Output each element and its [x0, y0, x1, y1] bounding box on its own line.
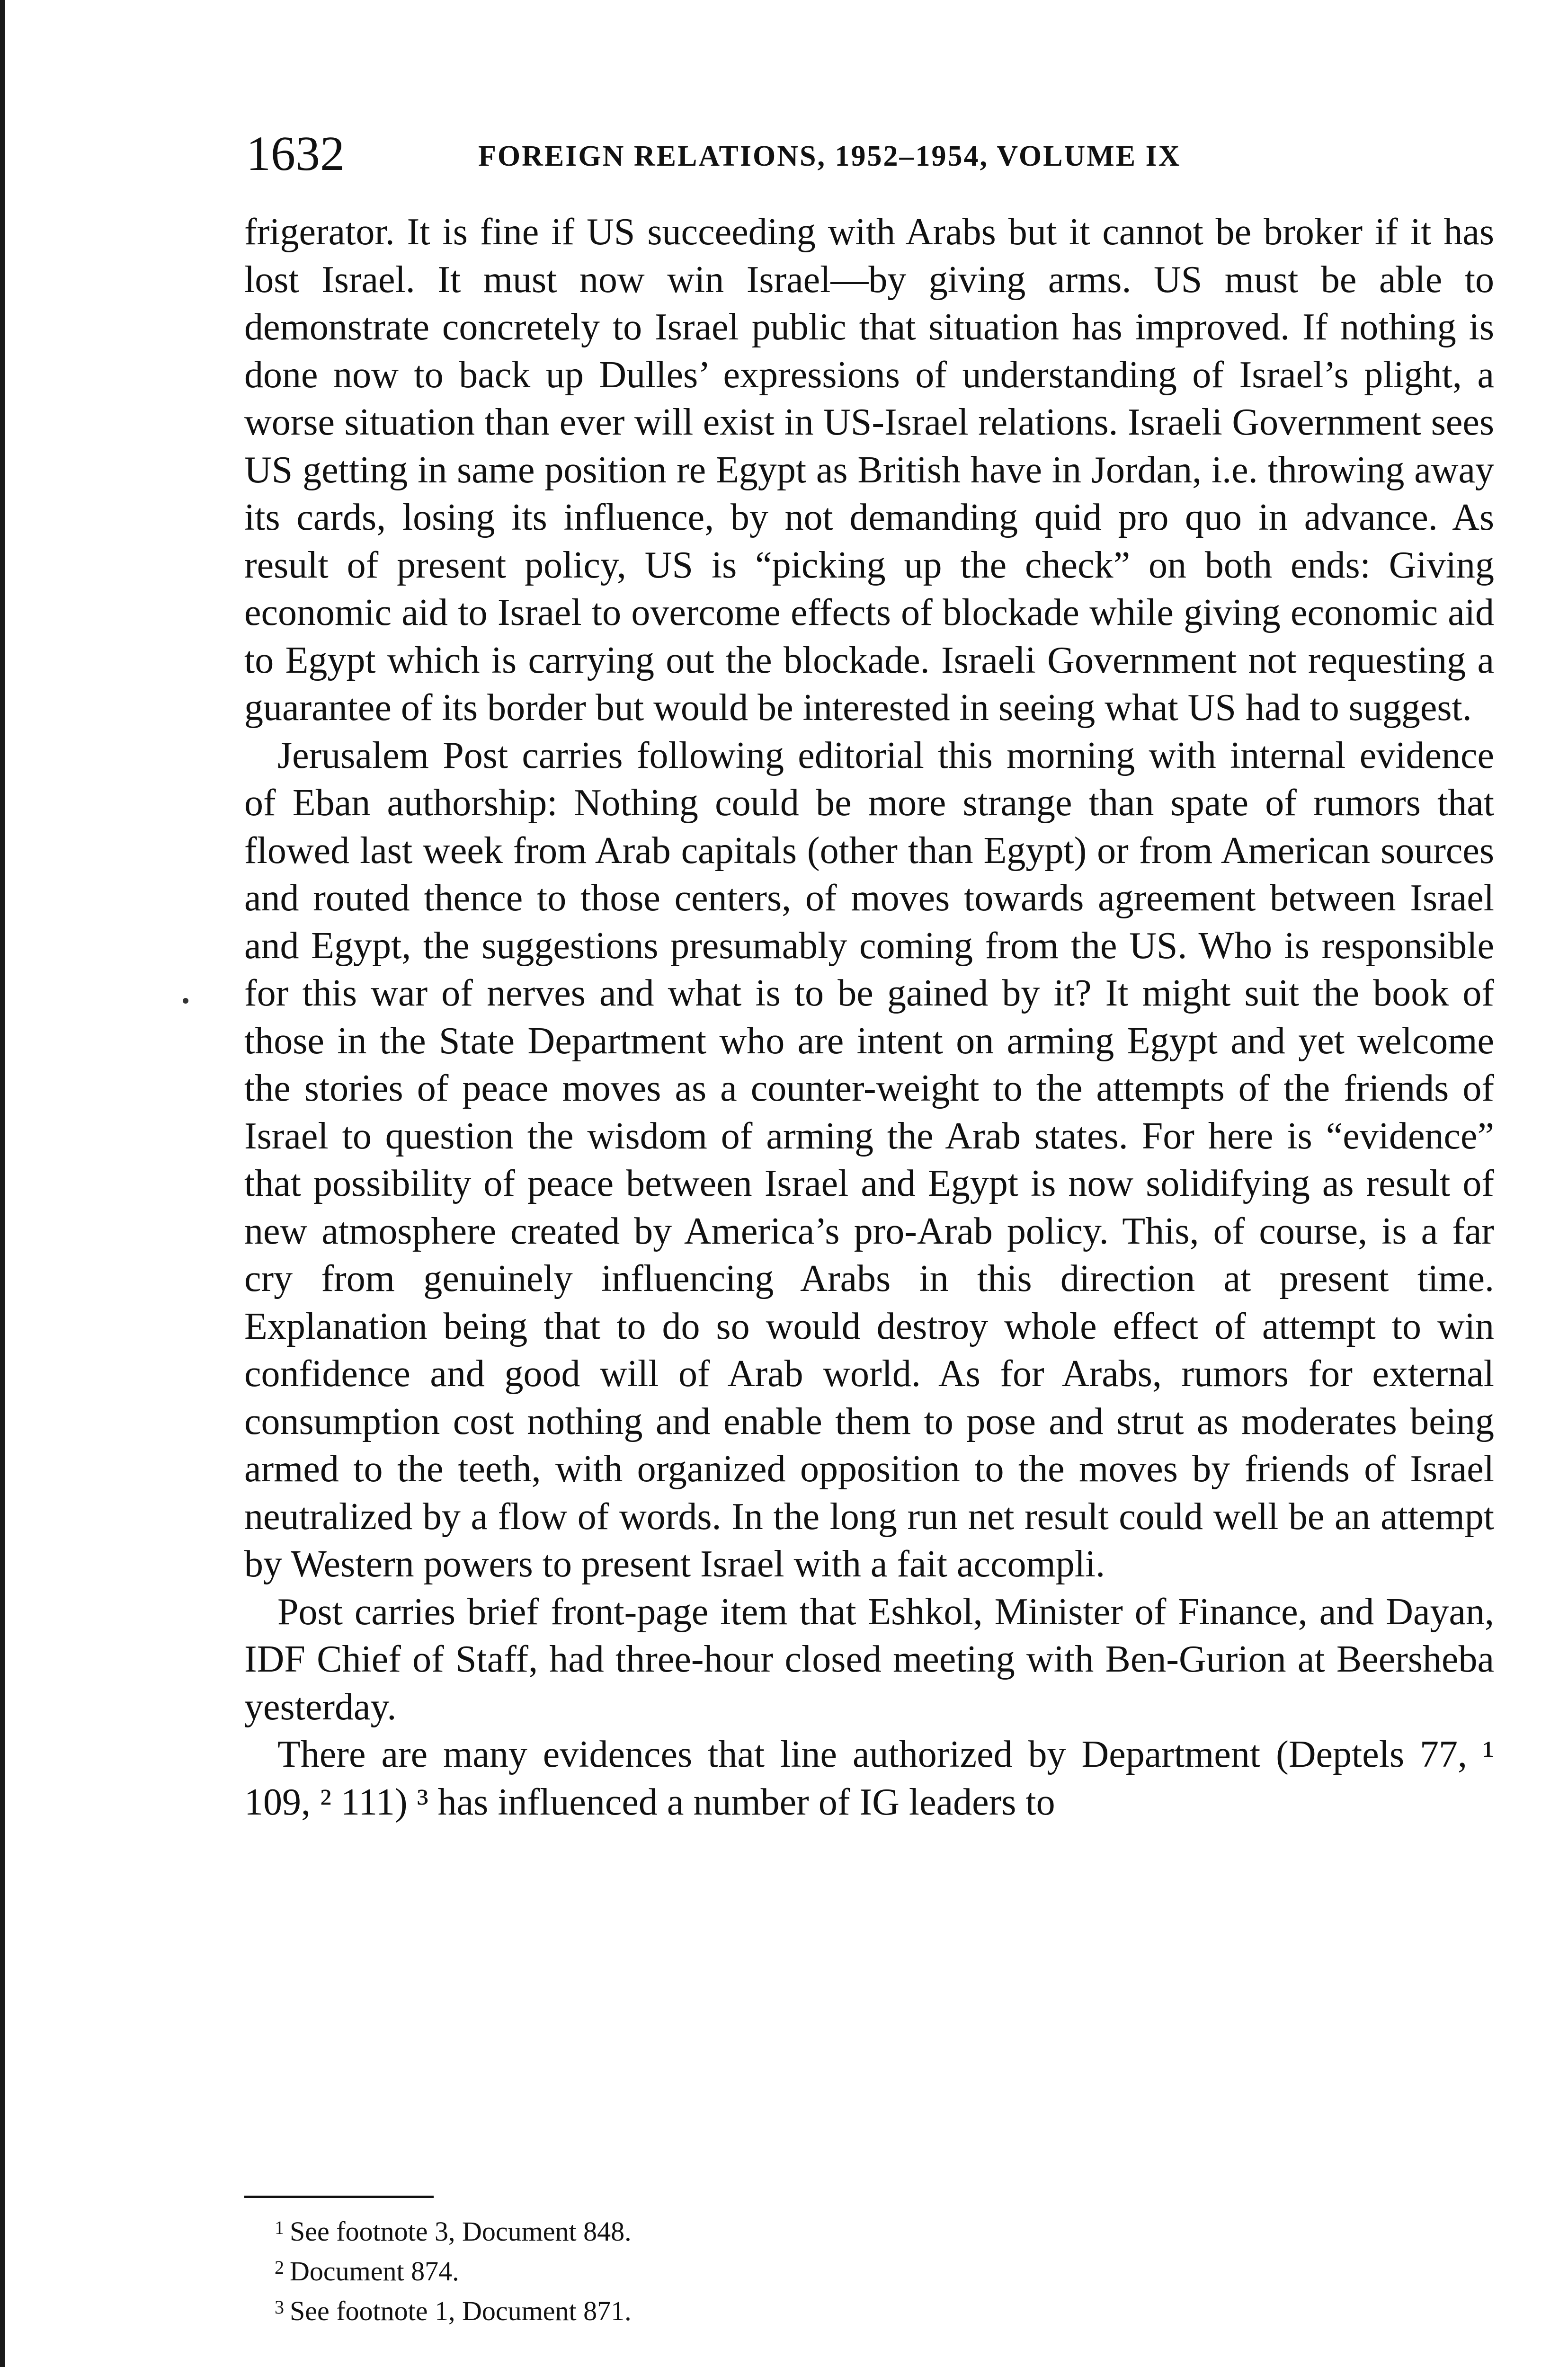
footnotes [275, 2210, 1363, 2329]
footnote-number: 3 [275, 2296, 284, 2318]
footnote-text: Document 874. [290, 2256, 459, 2287]
paragraph: Jerusalem Post carries following editorial this morning with internal evidence of Eban authorship: Nothing could be more strange than spate of rumors that flowed last week from Arab capitals (other than Egypt) or from American sources and routed thence to those centers, of moves towards agreement between Israel and Egypt, the suggestions presumably coming from the US. Who is responsible for this war of nerves and what is to be gained by it? It might suit the book of those in the State Department who are intent on arming Egypt and yet welcome the stories of peace moves as a counter-weight to the attempts of the friends of Israel to question the wisdom of arming the Arab states. For here is “evidence” that possibility of peace between Israel and Egypt is now solidifying as result of new atmosphere created by America’s pro-Arab policy. This, of course, is a far cry from genuinely influencing Arabs in this direction at present time. Explanation being that to do so would destroy whole effect of attempt to win confidence and good will of Arab world. As for Arabs, rumors for external consumption cost nothing and enable them to pose and strut as moderates being armed to the teeth, with organized opposition to the moves by friends of Israel neutralized by a flow of words. In the long run net result could well be an attempt by Western powers to present Israel with a fait accompli. [244, 734, 1494, 1585]
footnote-divider [244, 2196, 434, 2198]
running-head: FOREIGN RELATIONS, 1952–1954, VOLUME IX [478, 140, 1181, 172]
body-text [244, 208, 1494, 1826]
page-number: 1632 [246, 126, 345, 181]
margin-mark [183, 998, 188, 1004]
paragraph: frigerator. It is fine if US succeeding with Arabs but it cannot be broker if it has lost Israel. It must now win Israel—by giving arms. US must be able to demonstrate concretely to Israel public that situation has improved. If nothing is done now to back up Dulles’ expressions of understanding of Israel’s plight, a worse situation than ever will exist in US-Israel relations. Israeli Government sees US getting in same position re Egypt as British have in Jordan, i.e. throwing away its cards, losing its influence, by not demanding quid pro quo in advance. As result of present policy, US is “picking up the check” on both ends: Giving economic aid to Israel to overcome effects of blockade while giving economic aid to Egypt which is carrying out the blockade. Israeli Government not requesting a guarantee of its border but would be interested in seeing what US had to suggest. [244, 211, 1494, 729]
footnote [275, 2210, 1363, 2250]
scan-edge [0, 0, 5, 2367]
paragraph: There are many evidences that line authorized by Department (Deptels 77, ¹ 109, ² 111) ³ has influenced a number of IG leaders to [244, 1734, 1494, 1823]
page-header [246, 128, 1501, 180]
footnote-text: See footnote 1, Document 871. [290, 2296, 632, 2326]
paragraph: Post carries brief front-page item that Eshkol, Minister of Finance, and Dayan, IDF Chief of Staff, had three-hour closed meeting with Ben-Gurion at Beersheba yesterday. [244, 1591, 1494, 1728]
footnote-number: 1 [275, 2217, 284, 2238]
footnote-text: See footnote 3, Document 848. [290, 2216, 632, 2247]
footnote [275, 2289, 1363, 2329]
footnote [275, 2250, 1363, 2289]
footnote-number: 2 [275, 2257, 284, 2278]
